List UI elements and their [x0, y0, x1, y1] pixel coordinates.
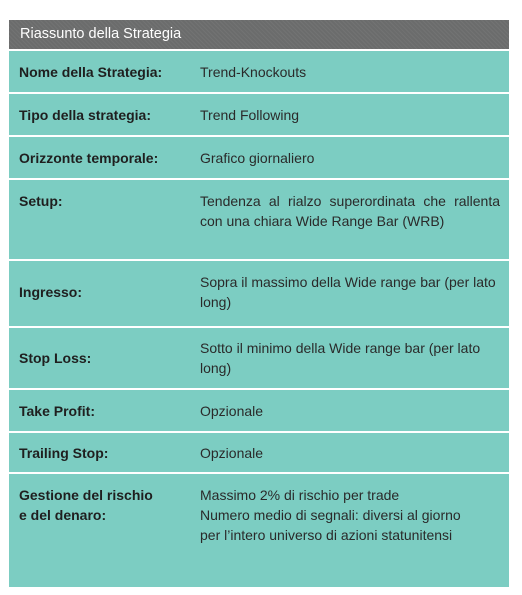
row-strategy-type	[9, 92, 509, 135]
row-entry	[9, 259, 509, 326]
row-stop-loss	[9, 326, 509, 388]
value-take-profit: Opzionale	[200, 403, 264, 419]
value-entry: Sopra il massimo della Wide range bar (per lato long)	[200, 274, 496, 310]
value-strategy-name: Trend-Knockouts	[200, 64, 307, 80]
label-time-horizon: Orizzonte temporale:	[19, 150, 159, 166]
value-stop-loss: Sotto il minimo della Wide range bar (per lato long)	[200, 340, 481, 376]
value-trailing-stop: Opzionale	[200, 445, 264, 461]
label-strategy-name: Nome della Strategia:	[19, 64, 163, 80]
value-strategy-type: Trend Following	[200, 107, 300, 123]
row-setup	[9, 178, 509, 259]
label-entry: Ingresso:	[19, 284, 83, 300]
value-risk-line-3: per l’intero universo di azioni statunitensi	[200, 527, 453, 543]
summary-rows	[9, 49, 509, 558]
row-risk-management	[9, 472, 509, 558]
label-trailing-stop: Trailing Stop:	[19, 445, 109, 461]
strategy-summary-box	[9, 20, 509, 587]
value-risk-line-1: Massimo 2% di rischio per trade	[200, 487, 400, 503]
row-trailing-stop	[9, 431, 509, 472]
label-strategy-type: Tipo della strategia:	[19, 107, 151, 123]
summary-header: Riassunto della Strategia	[9, 20, 509, 49]
label-risk-line-2: e del denaro:	[19, 507, 107, 523]
label-risk-management	[19, 485, 153, 525]
value-risk-management	[200, 485, 500, 545]
label-stop-loss: Stop Loss:	[19, 350, 92, 366]
label-take-profit: Take Profit:	[19, 403, 95, 419]
value-setup: Tendenza al rialzo superordinata che rallenta con una chiara Wide Range Bar (WRB)	[200, 193, 500, 229]
row-take-profit	[9, 388, 509, 431]
value-time-horizon: Grafico giornaliero	[200, 150, 315, 166]
row-strategy-name	[9, 49, 509, 92]
value-risk-line-2: Numero medio di segnali: diversi al giorno	[200, 507, 461, 523]
row-time-horizon	[9, 135, 509, 178]
label-risk-line-1: Gestione del rischio	[19, 487, 153, 503]
label-setup: Setup:	[19, 193, 63, 209]
